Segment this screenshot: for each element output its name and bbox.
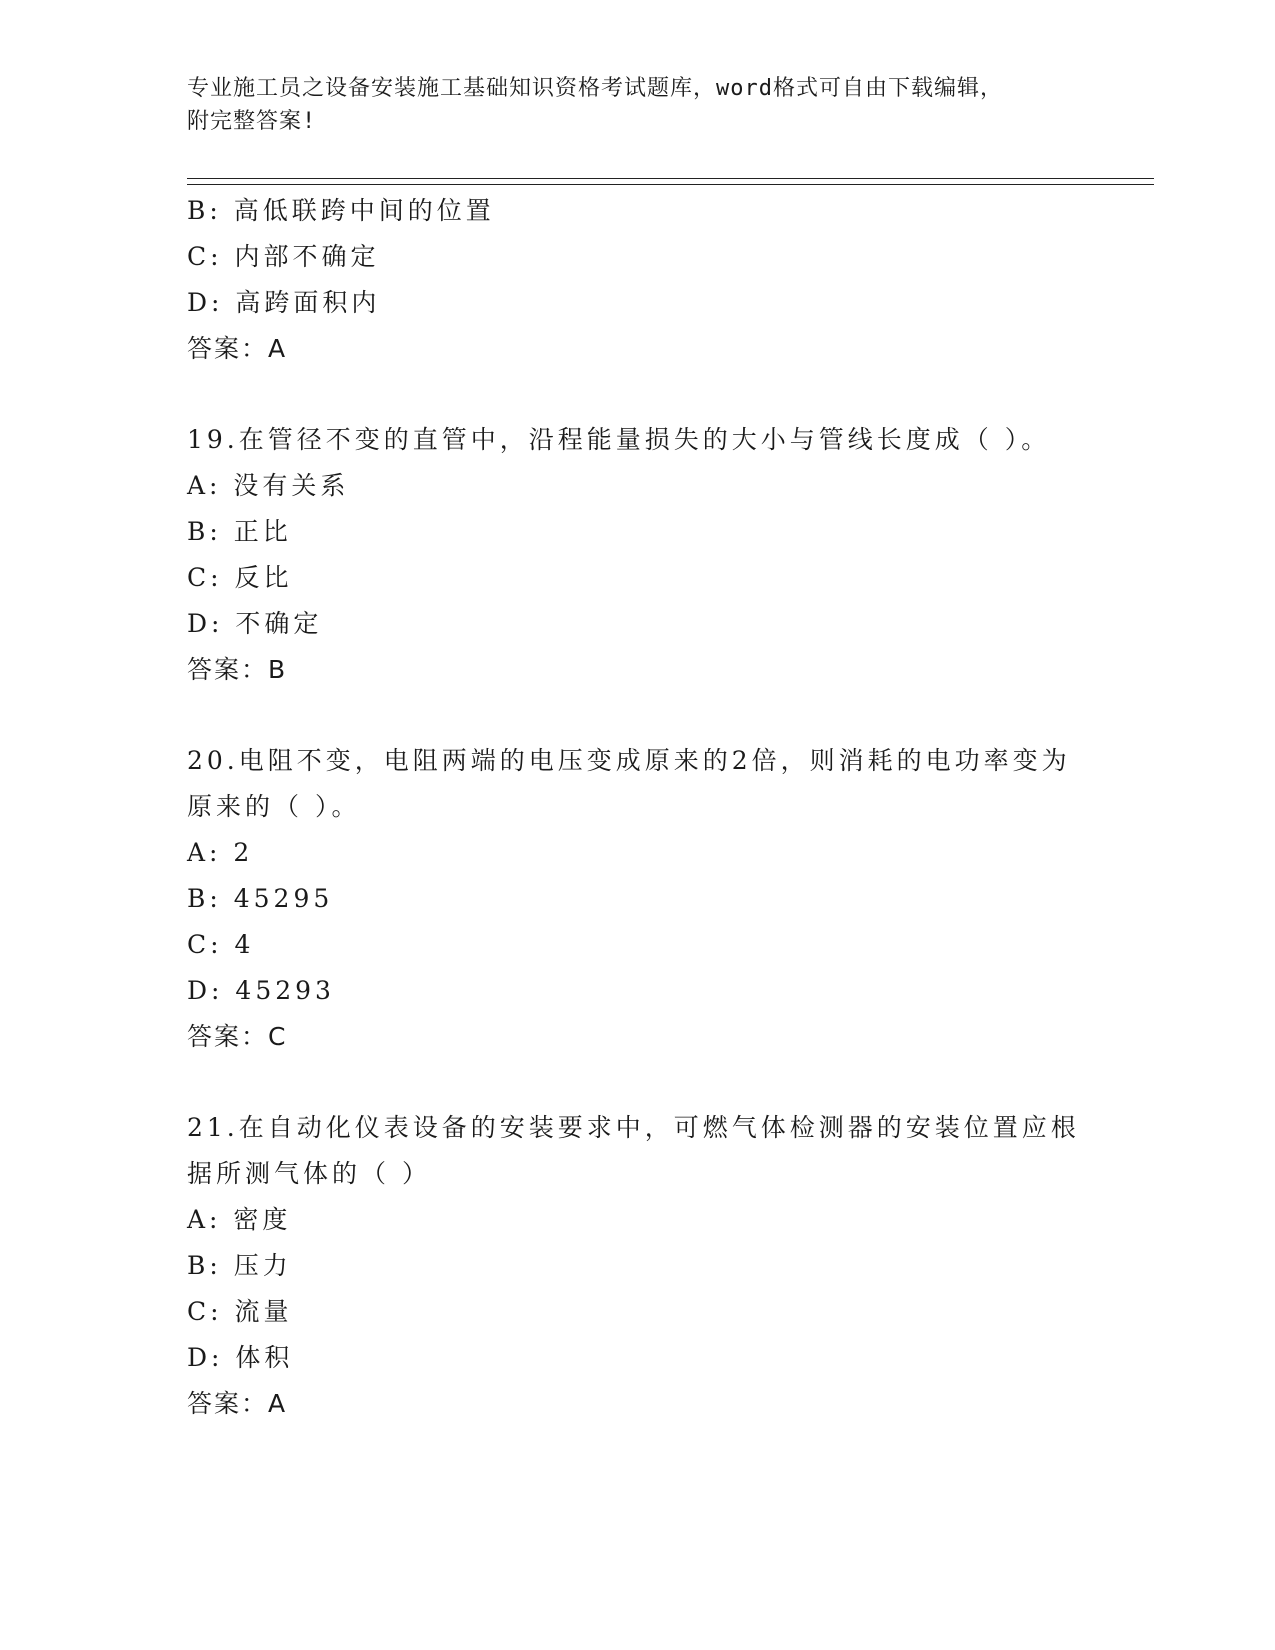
header-divider-bottom [187, 184, 1154, 185]
answer: 答案：A [187, 334, 288, 363]
option-b: B: 压力 [187, 1251, 292, 1280]
option-a: A: 密度 [187, 1205, 292, 1234]
question-19 [187, 417, 1087, 693]
question-text: 19.在管径不变的直管中，沿程能量损失的大小与管线长度成（ ）。 [187, 425, 1051, 454]
question-list [187, 188, 1087, 1427]
answer: 答案：B [187, 655, 288, 684]
prev-question-block [187, 188, 1087, 372]
answer: 答案：C [187, 1022, 288, 1051]
option-d: D: 45293 [187, 976, 335, 1005]
option-b: B: 45295 [187, 884, 334, 913]
option-c: C: 流量 [187, 1297, 293, 1326]
option-c: C: 反比 [187, 563, 293, 592]
question-20 [187, 738, 1087, 1060]
question-text: 21.在自动化仪表设备的安装要求中，可燃气体检测器的安装位置应根 据所测气体的（ ） [187, 1113, 1080, 1188]
option-d: D: 体积 [187, 1343, 294, 1372]
header-line-1: 专业施工员之设备安装施工基础知识资格考试题库，word格式可自由下载编辑， [187, 76, 1003, 101]
header-divider-top [187, 178, 1154, 179]
option-d: D: 不确定 [187, 609, 323, 638]
option-b: B: 高低联跨中间的位置 [187, 196, 495, 225]
option-a: A: 2 [187, 838, 254, 867]
answer: 答案：A [187, 1389, 288, 1418]
question-text: 20.电阻不变，电阻两端的电压变成原来的2倍，则消耗的电功率变为 原来的（ ）。 [187, 746, 1071, 821]
header-line-2: 附完整答案! [187, 109, 317, 134]
option-b: B: 正比 [187, 517, 292, 546]
option-c: C: 4 [187, 930, 255, 959]
document-header [187, 72, 1067, 138]
question-21 [187, 1105, 1087, 1427]
option-d: D: 高跨面积内 [187, 288, 381, 317]
option-c: C: 内部不确定 [187, 242, 380, 271]
option-a: A: 没有关系 [187, 471, 350, 500]
